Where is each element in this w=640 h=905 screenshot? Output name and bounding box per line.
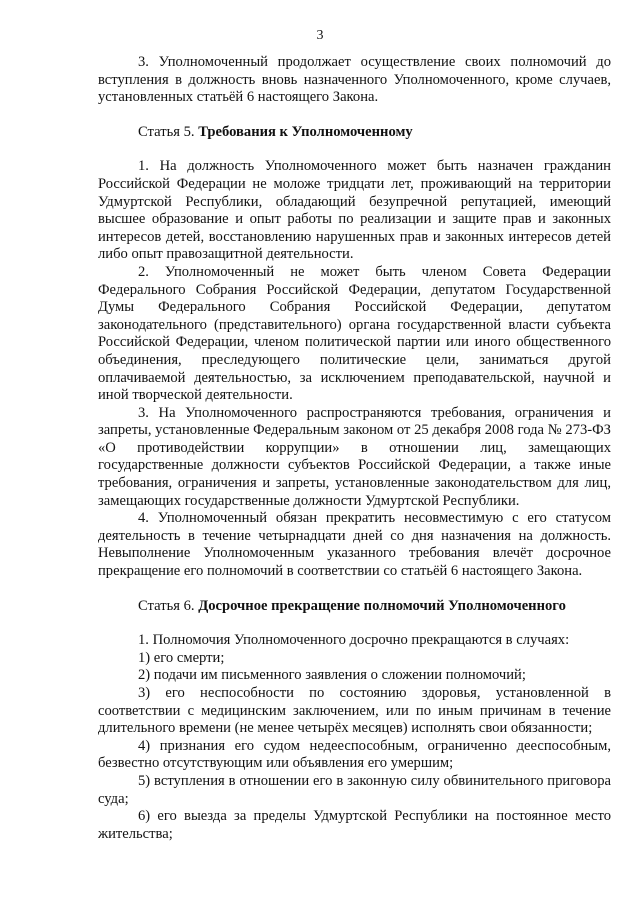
article6-item-1: 1) его смерти;: [138, 649, 225, 666]
article4-paragraph-3: 3. Уполномоченный продолжает осуществление своих полномочий до вступления в должность вновь назначенного Уполномоченного, кроме случаев, установленных статьёй 6 настоящего Закона.: [98, 54, 611, 106]
article5-title: Требования к Уполномоченному: [198, 123, 413, 140]
document-body: [98, 54, 611, 843]
article6-item-2: 2) подачи им письменного заявления о сложении полномочий;: [138, 667, 526, 684]
article6-heading: [98, 598, 611, 616]
article6-title: Досрочное прекращение полномочий Уполномоченного: [198, 597, 566, 614]
article5-paragraph-2: 2. Уполномоченный не может быть членом Совета Федерации Федерального Собрания Российской Федерации, депутатом Государственной Думы Федерального Собрания Российской Федерации, депутатом законодательного (представительного) органа государственной власти субъекта Российской Федерации, членом политической партии или иного общественного объединения, преследующего политические цели, заниматься другой оплачиваемой деятельностью, за исключением преподавательской, научной и иной творческой деятельности.: [98, 263, 611, 404]
article6-item-5: 5) вступления в отношении его в законную силу обвинительного приговора суда;: [98, 772, 611, 807]
article6-item-6: 6) его выезда за пределы Удмуртской Республики на постоянное место жительства;: [98, 808, 611, 842]
article6-item-4: 4) признания его судом недееспособным, ограниченно дееспособным, безвестно отсутствующим или объявления его умершим;: [98, 737, 611, 772]
article6-intro: 1. Полномочия Уполномоченного досрочно прекращаются в случаях:: [138, 632, 570, 649]
page-number: 3: [316, 28, 324, 43]
article6-label: Статья 6.: [138, 597, 195, 614]
article5-paragraph-4: 4. Уполномоченный обязан прекратить несовместимую с его статусом деятельность в течение четырнадцати дней со дня назначения на должность. Невыполнение Уполномоченным указанного требования влечёт досрочное прекращение его полномочий в соответствии со статьёй 6 настоящего Закона.: [98, 510, 611, 580]
article5-label: Статья 5.: [138, 123, 195, 140]
article5-paragraph-1: 1. На должность Уполномоченного может быть назначен гражданин Российской Федерации не моложе тридцати лет, проживающий на территории Удмуртской Республики, обладающий безупречной репутацией, имеющий высшее образование и опыт работы по реализации и защите прав и законных интересов детей, восстановлению нарушенных прав и законных интересов детей либо опыт правозащитной деятельности.: [98, 158, 611, 263]
article5-heading: [98, 124, 611, 142]
article5-paragraph-3: 3. На Уполномоченного распространяются требования, ограничения и запреты, установленные Федеральным законом от 25 декабря 2008 года № 273-ФЗ «О противодействии коррупции» в отношении лиц, замещающих государственные должности субъектов Российской Федерации, а также иные требования, ограничения и запреты, установленные законодательством для лиц, замещающих государственные должности Удмуртской Республики.: [98, 404, 611, 509]
article6-item-3: 3) его неспособности по состоянию здоровья, установленной в соответствии с медицинским заключением, или по иным причинам в течение длительного времени (не менее четырёх месяцев) исполнять свои обязанности;: [98, 685, 611, 737]
